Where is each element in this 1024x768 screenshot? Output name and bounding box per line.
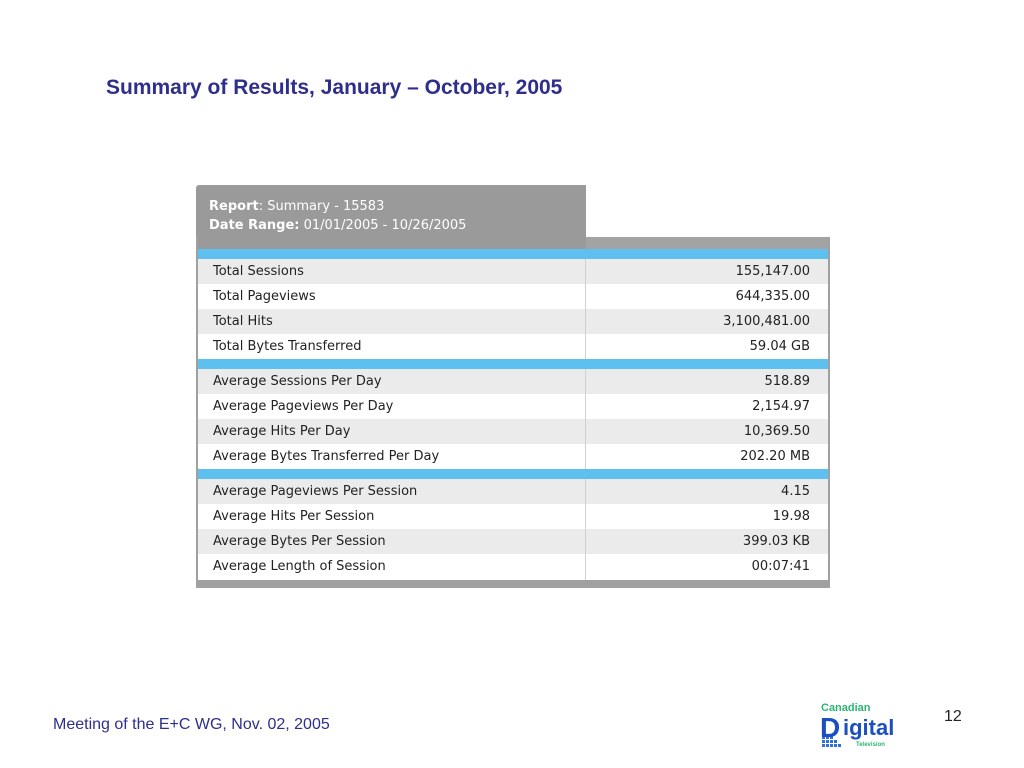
row-label: Total Pageviews — [213, 289, 316, 304]
page-number: 12 — [944, 708, 962, 725]
row-value: 202.20 MB — [740, 449, 810, 464]
date-range-value: 01/01/2005 - 10/26/2005 — [299, 218, 467, 233]
logo-line1: Canadian — [821, 702, 871, 714]
row-value: 644,335.00 — [735, 289, 810, 304]
row-label: Total Bytes Transferred — [213, 339, 362, 354]
row-label: Average Sessions Per Day — [213, 374, 382, 389]
row-label: Average Hits Per Day — [213, 424, 351, 439]
table-row — [196, 529, 830, 554]
row-value: 3,100,481.00 — [723, 314, 810, 329]
row-value: 00:07:41 — [751, 559, 810, 574]
row-value: 2,154.97 — [752, 399, 810, 414]
table-row — [196, 259, 830, 284]
row-label: Average Pageviews Per Session — [213, 484, 418, 499]
report-label: Report — [209, 199, 259, 214]
row-value: 518.89 — [764, 374, 810, 389]
table-row — [196, 479, 830, 504]
slide-title: Summary of Results, January – October, 2005 — [106, 76, 563, 99]
row-label: Average Length of Session — [213, 559, 386, 574]
summary-report-table — [196, 185, 830, 591]
report-value: : Summary - 15583 — [258, 199, 385, 214]
row-label: Total Sessions — [213, 264, 304, 279]
date-range-label: Date Range: — [209, 218, 300, 233]
footer-meeting-text: Meeting of the E+C WG, Nov. 02, 2005 — [53, 716, 330, 733]
table-bottom-border — [196, 580, 830, 588]
row-label: Average Pageviews Per Day — [213, 399, 394, 414]
column-divider — [585, 369, 586, 469]
logo-line2: igital — [843, 715, 895, 740]
table-row — [196, 394, 830, 419]
table-row — [196, 284, 830, 309]
row-label: Average Bytes Per Session — [213, 534, 386, 549]
canadian-digital-television-logo — [818, 698, 936, 750]
row-value: 155,147.00 — [735, 264, 810, 279]
group-separator — [196, 359, 830, 369]
logo-letter: D — [820, 712, 841, 743]
row-label: Average Hits Per Session — [213, 509, 375, 524]
row-value: 10,369.50 — [743, 424, 810, 439]
table-row — [196, 419, 830, 444]
column-divider — [585, 479, 586, 580]
row-label: Total Hits — [213, 314, 273, 329]
table-row — [196, 504, 830, 529]
row-value: 4.15 — [781, 484, 810, 499]
table-row — [196, 369, 830, 394]
table-left-border — [196, 237, 198, 588]
table-row — [196, 444, 830, 469]
column-divider — [585, 259, 586, 359]
row-label: Average Bytes Transferred Per Day — [213, 449, 440, 464]
table-row — [196, 309, 830, 334]
row-value: 19.98 — [772, 509, 810, 524]
header-band-right — [586, 237, 830, 249]
group-separator — [196, 469, 830, 479]
row-value: 399.03 KB — [742, 534, 810, 549]
table-right-border — [828, 237, 830, 588]
logo-line3: Television — [856, 742, 885, 748]
report-header — [196, 185, 586, 237]
table-row — [196, 554, 830, 579]
report-name-line — [209, 197, 586, 216]
table-row — [196, 334, 830, 359]
row-value: 59.04 GB — [749, 339, 810, 354]
date-range-line — [209, 216, 586, 235]
group-separator — [196, 249, 830, 259]
